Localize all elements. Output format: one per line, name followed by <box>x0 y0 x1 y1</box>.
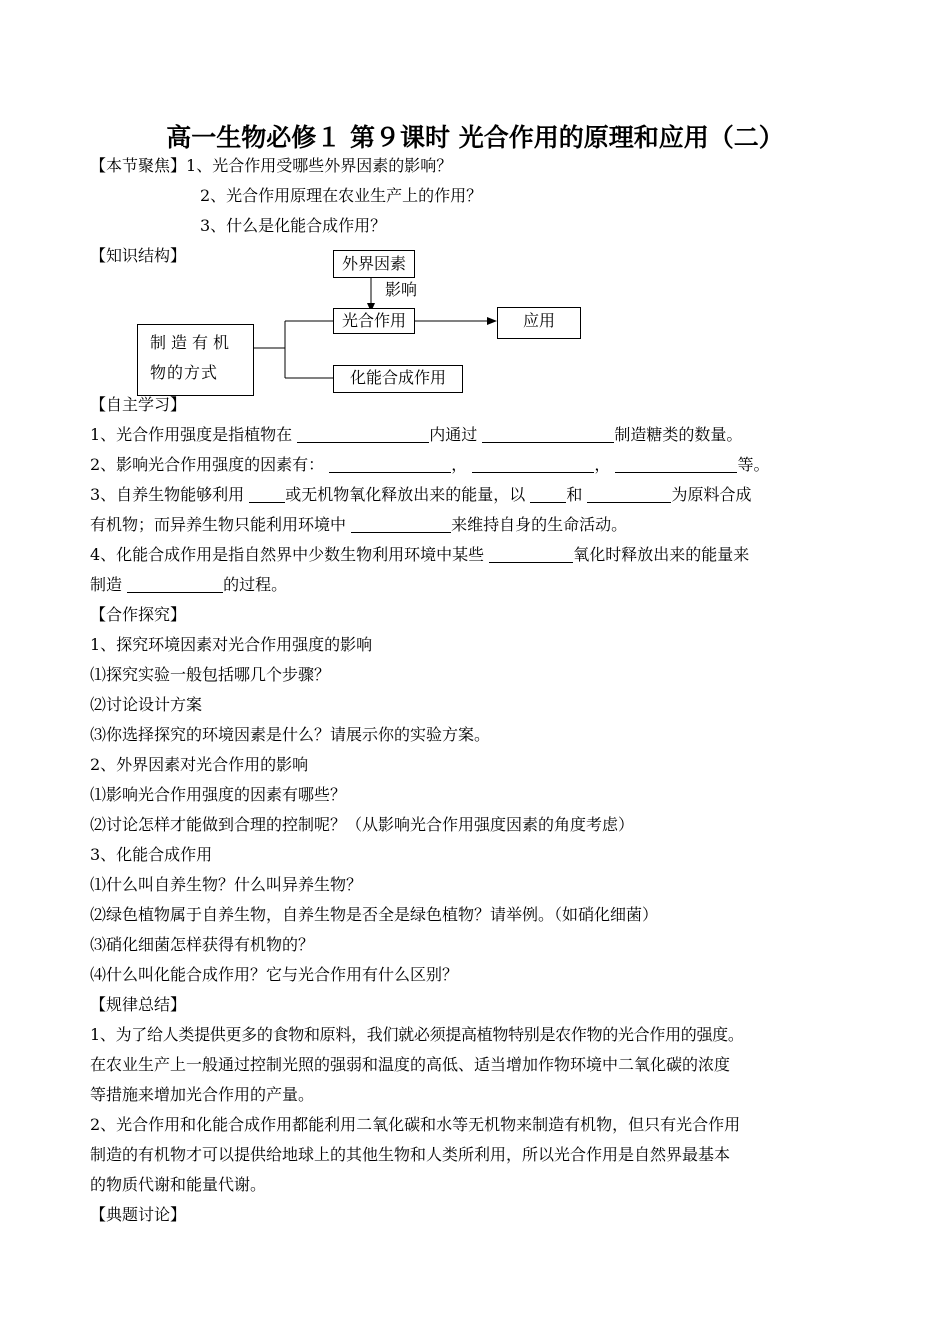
answer-blank[interactable] <box>127 576 223 593</box>
answer-blank[interactable] <box>472 456 594 473</box>
focus-question-2: 2、光合作用原理在农业生产上的作用？ <box>200 186 483 205</box>
self-study-heading: 【自主学习】 <box>90 395 187 414</box>
organic-synthesis-method-box <box>137 324 254 396</box>
answer-blank[interactable] <box>587 486 671 503</box>
focus-question-1: 1、光合作用受哪些外界因素的影响？ <box>186 156 453 175</box>
self-study-item-3-cont <box>90 515 627 535</box>
item-1-text-b: 内通过 <box>429 425 483 444</box>
answer-blank[interactable] <box>249 486 285 503</box>
self-study-item-3 <box>90 485 751 505</box>
item-2-text-d: 等。 <box>737 455 770 474</box>
summary-heading: 【规律总结】 <box>90 995 187 1014</box>
coop-item: ⑴影响光合作用强度的因素有哪些？ <box>90 785 347 804</box>
item-4-text-a: 4、化能合成作用是指自然界中少数生物利用环境中某些 <box>90 545 490 564</box>
coop-item: ⑵讨论怎样才能做到合理的控制呢？（从影响光合作用强度因素的角度考虑） <box>90 815 635 834</box>
structure-heading: 【知识结构】 <box>90 246 187 265</box>
coop-item: ⑶你选择探究的环境因素是什么？请展示你的实验方案。 <box>90 725 491 744</box>
summary-line: 制造的有机物才可以提供给地球上的其他生物和人类所利用，所以光合作用是自然界最基本 <box>90 1145 731 1164</box>
self-study-item-2 <box>90 455 769 475</box>
discussion-heading: 【典题讨论】 <box>90 1205 187 1224</box>
answer-blank[interactable] <box>329 456 451 473</box>
answer-blank[interactable] <box>351 516 451 533</box>
item-2-text-c: ， <box>594 455 616 474</box>
item-3-text-a: 3、自养生物能够利用 <box>90 485 250 504</box>
item-4-text-c: 制造 <box>90 575 128 594</box>
method-text-line-1: 制造有机 <box>150 333 235 352</box>
chemosynthesis-box: 化能合成作用 <box>333 365 463 393</box>
application-box: 应用 <box>497 307 581 339</box>
method-text-line-2: 物的方式 <box>150 363 219 382</box>
coop-item: ⑴什么叫自养生物？什么叫异养生物？ <box>90 875 363 894</box>
summary-line: 在农业生产上一般通过控制光照的强弱和温度的高低、适当增加作物环境中二氧化碳的浓度 <box>90 1055 731 1074</box>
coop-heading: 【合作探究】 <box>90 605 187 624</box>
external-factors-box: 外界因素 <box>333 250 415 278</box>
application-arrowhead <box>487 317 497 325</box>
coop-item: 3、化能合成作用 <box>90 845 213 864</box>
answer-blank[interactable] <box>530 486 566 503</box>
self-study-item-4-cont <box>90 575 287 595</box>
answer-blank[interactable] <box>489 546 573 563</box>
coop-item: ⑶硝化细菌怎样获得有机物的？ <box>90 935 315 954</box>
photosynthesis-box: 光合作用 <box>333 308 415 334</box>
answer-blank[interactable] <box>482 426 614 443</box>
item-1-text-c: 制造糖类的数量。 <box>614 425 743 444</box>
page-title: 高一生物必修１ 第９课时 光合作用的原理和应用（二） <box>166 123 784 152</box>
answer-blank[interactable] <box>297 426 429 443</box>
item-2-text-b: ， <box>451 455 473 474</box>
summary-line: 2、光合作用和化能合成作用都能利用二氧化碳和水等无机物来制造有机物，但只有光合作用 <box>90 1115 741 1134</box>
item-4-text-d: 的过程。 <box>223 575 288 594</box>
item-3-text-d: 为原料合成 <box>671 485 752 504</box>
coop-item: 1、探究环境因素对光合作用强度的影响 <box>90 635 373 654</box>
item-3-text-b: 或无机物氧化释放出来的能量，以 <box>285 485 531 504</box>
summary-line: 1、为了给人类提供更多的食物和原料，我们就必须提高植物特别是农作物的光合作用的强度。 <box>90 1025 744 1044</box>
coop-item: ⑵讨论设计方案 <box>90 695 203 714</box>
item-3-text-f: 来维持自身的生命活动。 <box>451 515 628 534</box>
coop-item: 2、外界因素对光合作用的影响 <box>90 755 309 774</box>
focus-question-3: 3、什么是化能合成作用？ <box>200 216 387 235</box>
influence-label: 影响 <box>385 280 418 299</box>
self-study-item-1 <box>90 425 742 445</box>
coop-item: ⑴探究实验一般包括哪几个步骤？ <box>90 665 331 684</box>
item-1-text-a: 1、光合作用强度是指植物在 <box>90 425 298 444</box>
coop-item: ⑷什么叫化能合成作用？它与光合作用有什么区别？ <box>90 965 459 984</box>
summary-line: 等措施来增加光合作用的产量。 <box>90 1085 315 1104</box>
item-4-text-b: 氧化时释放出来的能量来 <box>573 545 750 564</box>
self-study-item-4 <box>90 545 749 565</box>
focus-heading: 【本节聚焦】 <box>90 156 187 175</box>
item-3-text-e: 有机物；而异养生物只能利用环境中 <box>90 515 352 534</box>
coop-item: ⑵绿色植物属于自养生物，自养生物是否全是绿色植物？请举例。（如硝化细菌） <box>90 905 659 924</box>
summary-line: 的物质代谢和能量代谢。 <box>90 1175 267 1194</box>
item-3-text-c: 和 <box>566 485 588 504</box>
item-2-text-a: 2、影响光合作用强度的因素有： <box>90 455 330 474</box>
answer-blank[interactable] <box>615 456 737 473</box>
